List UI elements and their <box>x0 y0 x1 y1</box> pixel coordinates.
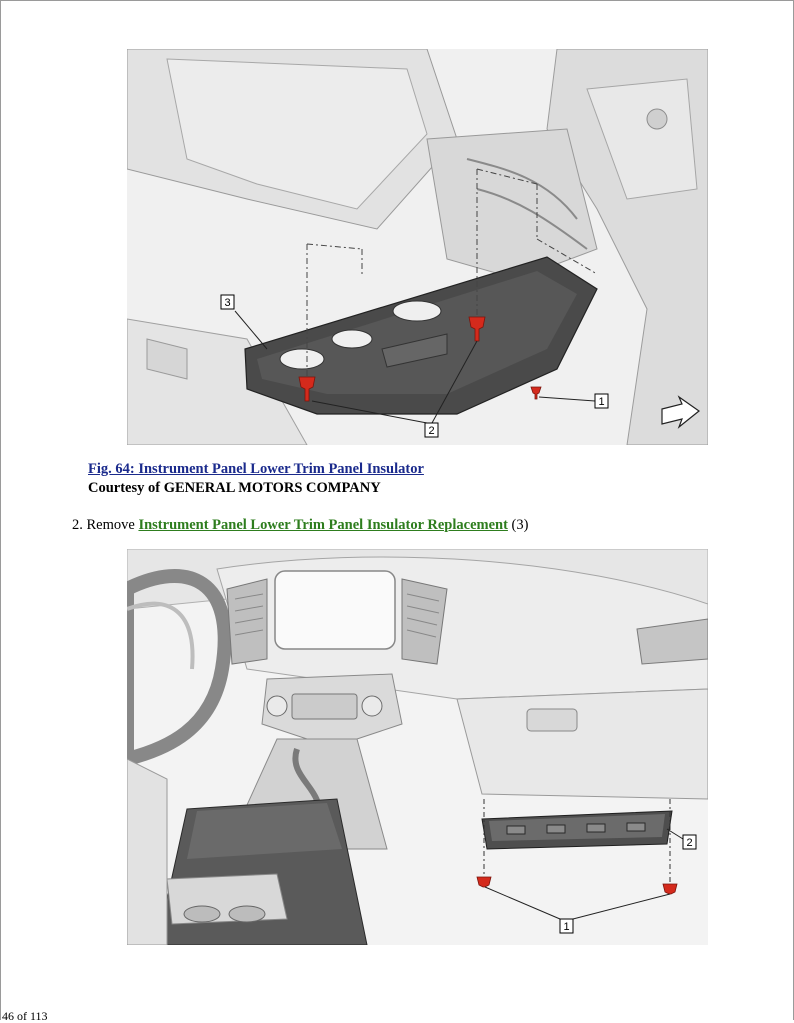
insulator-removal-illustration <box>127 49 708 445</box>
figure-courtesy: Courtesy of GENERAL MOTORS COMPANY <box>88 480 381 496</box>
callout-2: 2 <box>428 425 435 437</box>
dashboard-overview-illustration <box>127 549 708 945</box>
figure-caption <box>88 460 424 498</box>
page-number: 46 of 113 <box>2 1009 48 1023</box>
callout-2: 2 <box>686 837 693 849</box>
figure-title-link[interactable]: Fig. 64: Instrument Panel Lower Trim Panel Insulator <box>88 461 424 477</box>
step-procedure-link[interactable]: Instrument Panel Lower Trim Panel Insulator Replacement <box>138 517 508 533</box>
procedure-step <box>72 515 528 535</box>
callout-1: 1 <box>563 921 570 933</box>
step-prefix: 2. Remove <box>72 517 139 533</box>
callout-3: 3 <box>224 297 231 309</box>
callout-1: 1 <box>598 396 605 408</box>
step-suffix: (3) <box>507 517 529 533</box>
